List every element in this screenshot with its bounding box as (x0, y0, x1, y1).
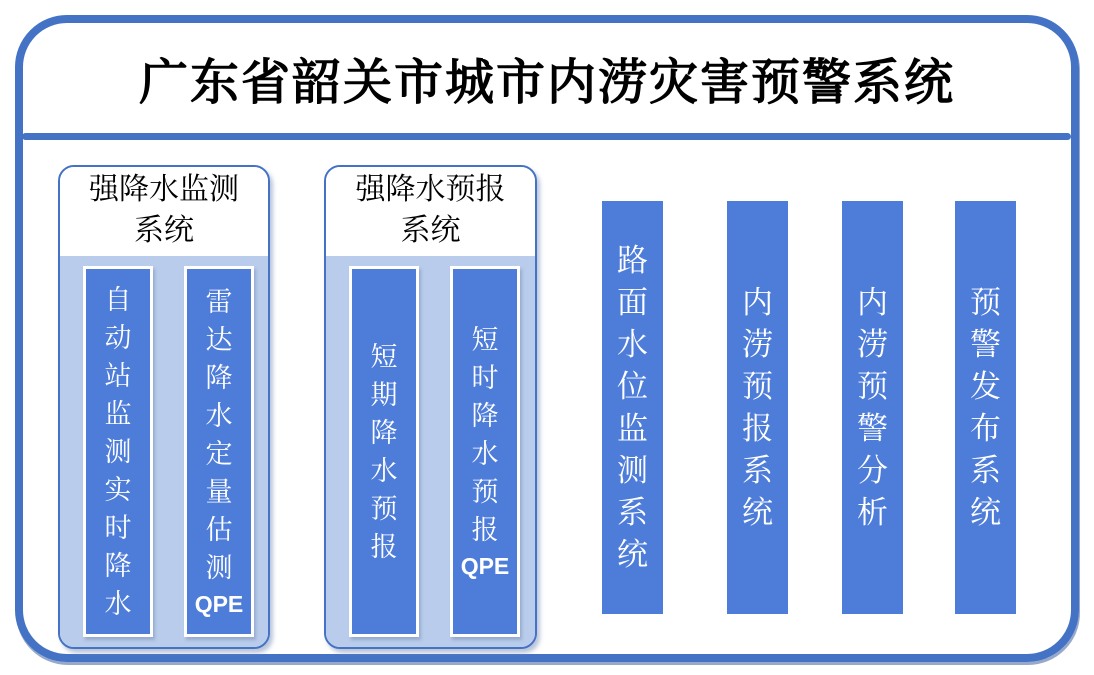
group-box-forecast (324, 165, 537, 649)
title-divider (22, 133, 1071, 140)
group-title-line: 强降水监测 (89, 173, 239, 206)
group-title-forecast (326, 167, 535, 256)
bar-waterlogging-warning-analysis (842, 201, 903, 614)
bar-label: 短 期 降 水 预 报 (370, 341, 398, 562)
bar-warning-release (955, 201, 1016, 614)
group-box-monitoring (58, 165, 270, 649)
bar-short-term-forecast (349, 266, 419, 637)
bar-label: 路 面 水 位 监 测 系 统 (617, 242, 648, 572)
bar-radar-qpe (184, 266, 254, 637)
group-title-line: 强降水预报 (355, 173, 506, 206)
bar-label: 自 动 站 监 测 实 时 降 水 (104, 284, 132, 619)
group-title-line: 系统 (400, 214, 461, 247)
page-title: 广东省韶关市城市内涝灾害预警系统 (138, 56, 955, 110)
bar-label: 内 涝 预 警 分 析 (857, 284, 888, 530)
group-body-forecast (326, 256, 535, 647)
bar-label: 内 涝 预 报 系 统 (742, 284, 773, 530)
bar-label: 雷 达 降 水 定 量 估 测 QPE (194, 286, 244, 617)
bar-label: 短 时 降 水 预 报 QPE (460, 324, 510, 579)
bar-nowcast-qpe (450, 266, 520, 637)
bar-auto-station-rainfall (83, 266, 153, 637)
group-body-monitoring (60, 256, 268, 647)
bar-road-water-level (602, 201, 663, 614)
group-title-monitoring (60, 167, 268, 256)
bar-label: 预 警 发 布 系 统 (970, 284, 1001, 530)
bar-waterlogging-forecast (727, 201, 788, 614)
group-title-line: 系统 (134, 214, 194, 247)
